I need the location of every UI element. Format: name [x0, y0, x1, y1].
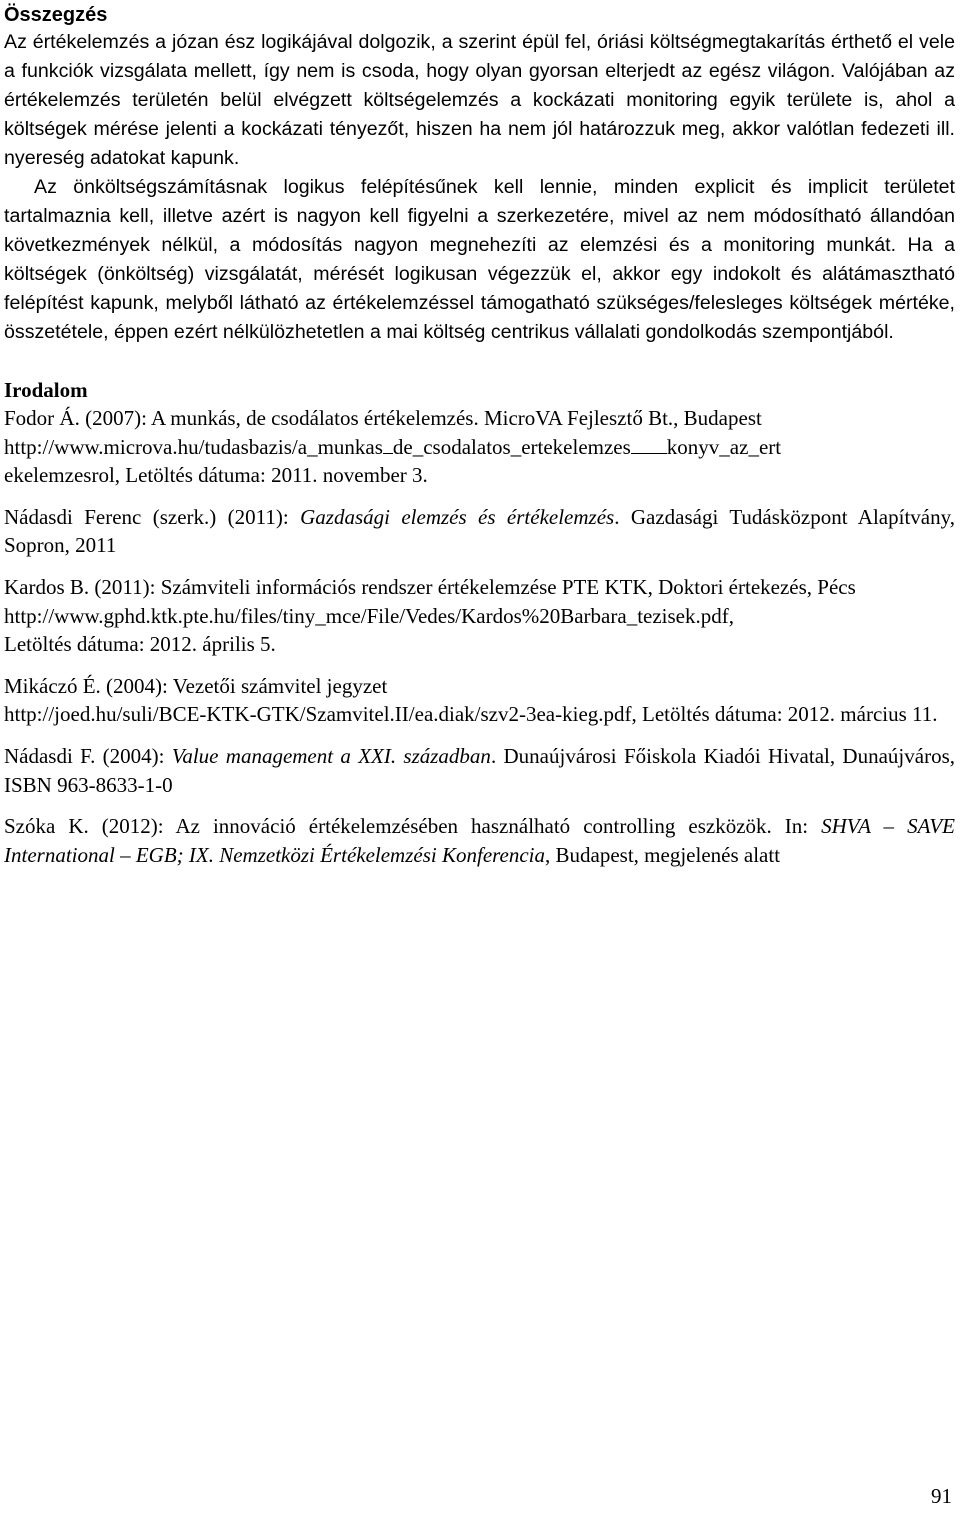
- reference-citation: Fodor Á. (2007): A munkás, de csodálatos értékelemzés. MicroVA Fejlesztő Bt., Budapest: [4, 406, 762, 430]
- reference-item: [4, 404, 955, 490]
- reference-url[interactable]: http://www.microva.hu/tudasbazis/a_munkas de_csodalatos_ertekelemzes konyv_az_ert: [4, 434, 782, 459]
- reference-download-date: Letöltés dátuma: 2012. április 5.: [4, 632, 276, 657]
- reference-item: [4, 672, 955, 729]
- reference-title: Value management a XXI. században: [171, 743, 491, 768]
- reference-title: SHVA – SAVE International – EGB; IX. Nemzetközi Értékelemzési Konferencia: [4, 814, 956, 867]
- reference-url[interactable]: http://www.gphd.ktk.pte.hu/files/tiny_mce/File/Vedes/Kardos%20Barbara_tezisek.pdf,: [4, 603, 734, 628]
- reference-title: Gazdasági elemzés és értékelemzés: [300, 504, 615, 529]
- reference-url[interactable]: http://joed.hu/suli/BCE-KTK-GTK/Szamvitel.II/ea.diak/szv2-3ea-kieg.pdf, Letöltés dátuma: 2012. március 11.: [4, 702, 938, 727]
- summary-heading: Összegzés: [4, 4, 108, 26]
- reference-publisher: , Budapest, megjelenés alatt: [545, 842, 781, 867]
- reference-url-tail: ekelemzesrol, Letöltés dátuma: 2011. november 3.: [4, 463, 428, 488]
- document-page: [4, 2, 955, 869]
- reference-item: [4, 742, 955, 799]
- reference-publisher: . Gazdasági Tudásközpont Alapítvány, Sopron, 2011: [4, 504, 955, 558]
- reference-author: Szóka K. (2012): Az innováció értékelemzésében használható controlling eszközök. In:: [4, 814, 822, 839]
- reference-publisher: . Dunaújvárosi Főiskola Kiadói Hivatal, Dunaújváros, ISBN 963-8633-1-0: [4, 743, 955, 797]
- reference-author: Nádasdi Ferenc (szerk.) (2011):: [4, 504, 301, 529]
- summary-paragraph: Az értékelemzés a józan ész logikájával dolgozik, a szerint épül fel, óriási költségmegtakarítás érthető el vele a funkciók vizsgálata mellett, így nem is csoda, hogy olyan gyorsan elterjedt az egész világon. Valójában az értékelemzés területén belül elvégzett költségelemzés a kockázati monitoring egyik területe is, ahol a költségek mérése jelenti a kockázati tényezőt, hiszen ha nem jól határozzuk meg, akkor valótlan fedezeti ill. nyereség adatokat kapunk.: [4, 31, 955, 169]
- reference-citation: Mikáczó É. (2004): Vezetői számvitel jegyzet: [4, 673, 388, 698]
- page-number: 91: [931, 1484, 952, 1508]
- reference-item: [4, 573, 955, 659]
- reference-citation: Kardos B. (2011): Számviteli információs rendszer értékelemzése PTE KTK, Doktori értekezés, Pécs: [4, 574, 856, 599]
- references-heading: Irodalom: [4, 378, 88, 402]
- reference-author: Nádasdi F. (2004):: [4, 743, 172, 768]
- reference-item: [4, 812, 955, 869]
- summary-paragraph: Az önköltségszámításnak logikus felépítésűnek kell lennie, minden explicit és implicit területet tartalmaznia kell, illetve azért is nagyon kell figyelni a szerkezetére, mivel az nem módosítható állandóan következmények nélkül, a módosítás nagyon megnehezíti az elemzési és a monitoring munkát. Ha a költségek (önköltség) vizsgálatát, mérését logikusan végezzük el, akkor egy indokolt és alátámasztható felépítést kapunk, melyből látható az értékelemzéssel támogatható szükséges/felesleges költségek mértéke, összetétele, éppen ezért nélkülözhetetlen a mai költség centrikus vállalati gondolkodás szempontjából.: [4, 176, 955, 343]
- reference-item: [4, 503, 955, 560]
